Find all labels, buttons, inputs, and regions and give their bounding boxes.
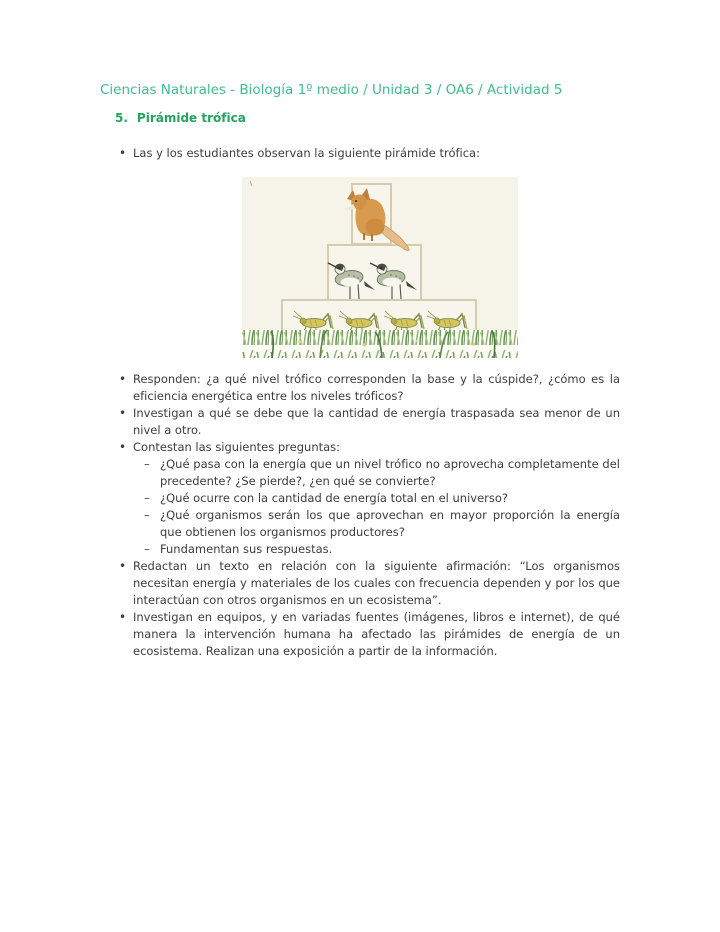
- sub-bullet-text: ¿Qué pasa con la energía que un nivel trófico no aprovecha completamente del precedente? ¿Se pierde?, ¿en qué se convierte?: [160, 457, 620, 488]
- sub-bullet-text: ¿Qué ocurre con la cantidad de energía total en el universo?: [160, 491, 509, 505]
- sub-bullet-text: Fundamentan sus respuestas.: [160, 542, 333, 556]
- sub-list-item: [160, 456, 620, 490]
- grass-base: [242, 330, 518, 358]
- section-title: [115, 111, 620, 126]
- sub-list-item: [160, 490, 620, 507]
- activity-list: [100, 371, 620, 660]
- list-item: [133, 439, 620, 558]
- bullet-text: Responden: ¿a qué nivel trófico corresponden la base y la cúspide?, ¿cómo es la eficiencia energética entre los niveles tróficos?: [133, 372, 620, 403]
- sub-question-list: [133, 456, 620, 558]
- list-item: [133, 371, 620, 405]
- section-number: 5.: [115, 111, 128, 125]
- section-title-text: Pirámide trófica: [136, 111, 246, 125]
- trophic-pyramid-figure: [242, 177, 518, 358]
- breadcrumb: Ciencias Naturales - Biología 1º medio / Unidad 3 / OA6 / Actividad 5: [100, 82, 563, 98]
- bullet-text: Investigan a qué se debe que la cantidad de energía traspasada sea menor de un nivel a otro.: [133, 406, 620, 437]
- sub-bullet-text: ¿Qué organismos serán los que aprovechan en mayor proporción la energía que obtienen los organismos productores?: [160, 508, 620, 539]
- intro-list: [100, 145, 620, 162]
- list-item: [133, 609, 620, 660]
- list-item: [133, 145, 620, 162]
- list-item: [133, 558, 620, 609]
- sub-list-item: [160, 541, 620, 558]
- bullet-text: Redactan un texto en relación con la siguiente afirmación: “Los organismos necesitan energía y materiales de los cuales con frecuencia dependen y por los que interactúan con otros organismos en un ecosistema”.: [133, 559, 620, 607]
- trophic-pyramid-illustration: [242, 177, 518, 358]
- intro-text: Las y los estudiantes observan la siguiente pirámide trófica:: [133, 146, 480, 160]
- bullet-text: Investigan en equipos, y en variadas fuentes (imágenes, libros e internet), de qué manera la intervención humana ha afectado las pirámides de energía de un ecosistema. Realizan una exposición a partir de la información.: [133, 610, 620, 658]
- list-item: [133, 405, 620, 439]
- sub-list-item: [160, 507, 620, 541]
- bullet-text: Contestan las siguientes preguntas:: [133, 440, 341, 454]
